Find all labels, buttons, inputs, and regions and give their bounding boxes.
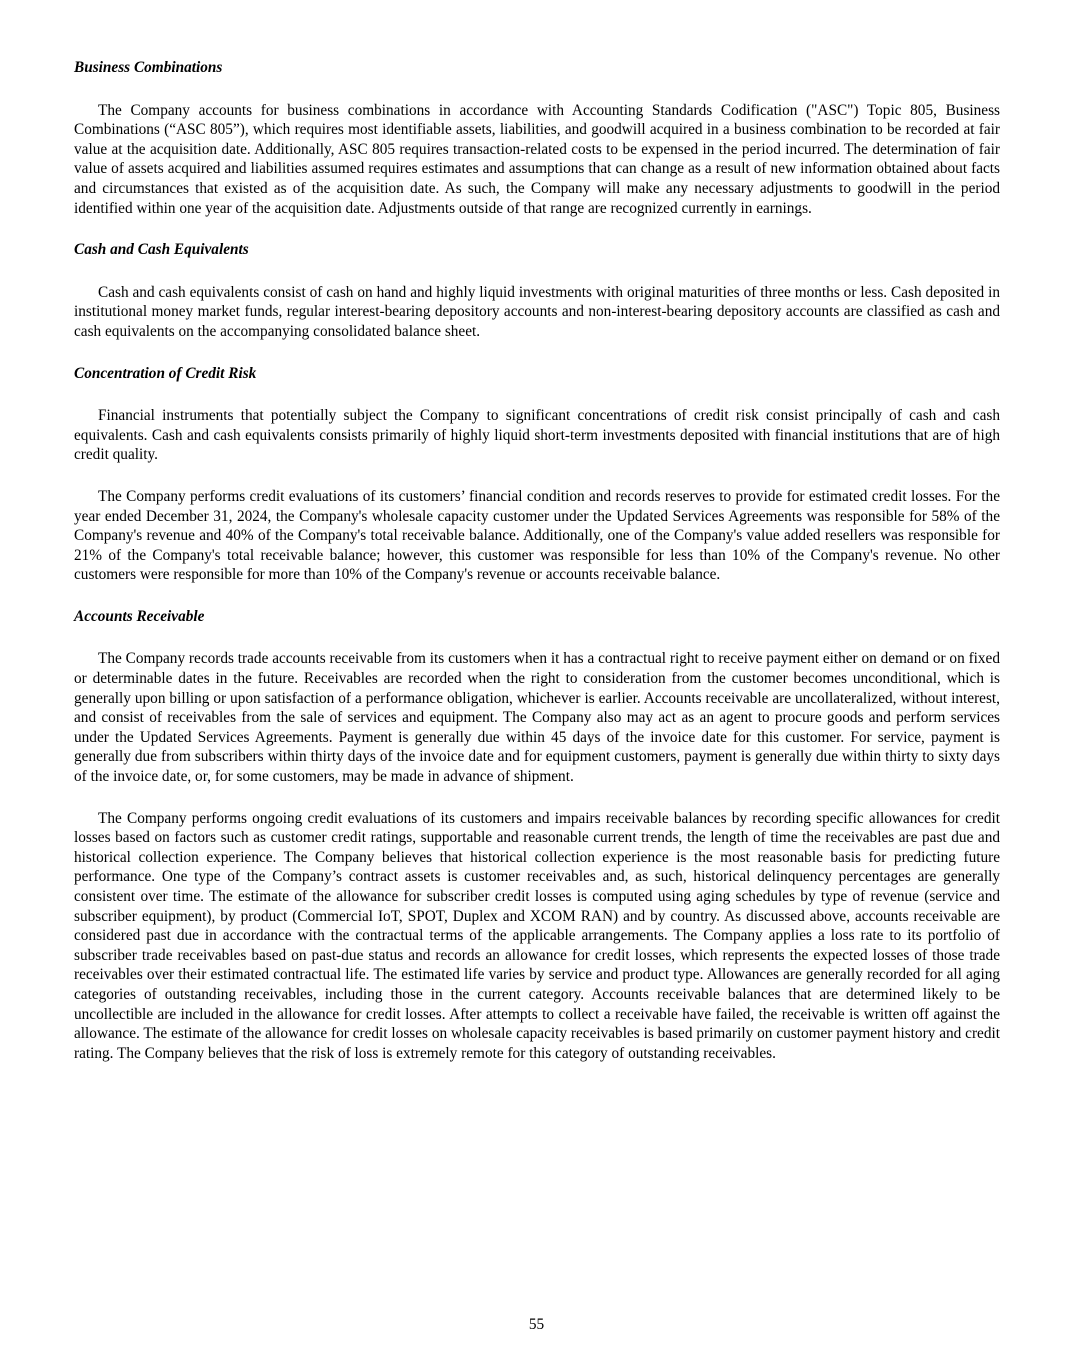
credit-risk-paragraph-2: The Company performs credit evaluations of its customers’ financial condition and records reserves to provide for estimated credit losses. For the year ended December 31, 2024, the Company's wholesale capacity customer under the Updated Services Agreements was responsible for 58% of the Company's revenue and 40% of the Company's total receivable balance. Additionally, one of the Company's value added resellers was responsible for 21% of the Company's total receivable balance; however, this customer was responsible for less than 10% of the Company's revenue. No other customers were responsible for more than 10% of the Company's revenue or accounts receivable balance. (74, 487, 1000, 584)
section-heading-accounts-receivable: Accounts Receivable (74, 607, 205, 625)
credit-risk-paragraph-1: Financial instruments that potentially subject the Company to significant concentrations of credit risk consist principally of cash and cash equivalents. Cash and cash equivalents consists primarily of highly liquid short-term investments deposited with financial institutions that are of high credit quality. (74, 407, 1000, 464)
section-heading-business-combinations: Business Combinations (74, 59, 223, 76)
section-heading-credit-risk: Concentration of Credit Risk (74, 364, 257, 382)
page-number: 55 (528, 1316, 545, 1333)
section-heading-cash-equivalents: Cash and Cash Equivalents (74, 241, 249, 259)
document-page (74, 58, 1000, 1063)
business-combinations-paragraph: The Company accounts for business combinations in accordance with Accounting Standards Codification ("ASC") Topic 805, Business Combinations (“ASC 805”), which requires most identifiable assets, liabilities, and goodwill acquired in a business combination to be recorded at fair value at the acquisition date. Additionally, ASC 805 requires transaction-related costs to be expensed in the period incurred. The determination of fair value of assets acquired and liabilities assumed requires estimates and assumptions that can change as a result of new information obtained about facts and circumstances that existed as of the acquisition date. As such, the Company will make any necessary adjustments to goodwill in the period identified within one year of the acquisition date. Adjustments outside of that range are recognized currently in earnings. (74, 101, 1000, 217)
cash-equivalents-paragraph: Cash and cash equivalents consist of cash on hand and highly liquid investments with original maturities of three months or less. Cash deposited in institutional money market funds, regular interest-bearing depository accounts and non-interest-bearing depository accounts are classified as cash and cash equivalents on the accompanying consolidated balance sheet. (74, 283, 1000, 340)
accounts-receivable-paragraph-1: The Company records trade accounts receivable from its customers when it has a contractual right to receive payment either on demand or on fixed or determinable dates in the future. Receivables are recorded when the right to consideration from the customer becomes unconditional, which is generally upon billing or upon satisfaction of a performance obligation, whichever is earlier. Accounts receivable are uncollateralized, without interest, and consist of receivables from the sale of services and equipment. The Company also may act as an agent to procure goods and perform services under the Updated Services Agreements. Payment is generally due within 45 days of the invoice date for this customer. For service, payment is generally due from subscribers within thirty days of the invoice date and for equipment customers, payment is generally due within thirty to sixty days of the invoice date, or, for some customers, may be made in advance of shipment. (74, 650, 1000, 786)
accounts-receivable-paragraph-2: The Company performs ongoing credit evaluations of its customers and impairs receivable balances by recording specific allowances for credit losses based on factors such as customer credit ratings, supportable and reasonable current trends, the length of time the receivables are past due and historical collection experience. The Company believes that historical collection experience is the most reasonable basis for predicting future performance. One type of the Company’s contract assets is customer receivables and, as such, historical delinquency percentages are generally consistent over time. The estimate of the allowance for subscriber credit losses is computed using aging schedules by type of revenue (service and subscriber equipment), by product (Commercial IoT, SPOT, Duplex and XCOM RAN) and by country. As discussed above, accounts receivable are considered past due in accordance with the contractual terms of the applicable arrangements. The Company applies a loss rate to its portfolio of subscriber trade receivables based on past-due status and records an allowance for credit losses, which represents the expected losses of those trade receivables over their estimated contractual life. The estimated life varies by service and product type. Allowances are generally recorded for all aging categories of outstanding receivables, including those in the current category. Accounts receivable balances that are determined likely to be uncollectible are included in the allowance for credit losses. After attempts to collect a receivable have failed, the receivable is written off against the allowance. The estimate of the allowance for credit losses on wholesale capacity receivables is based primarily on customer payment history and credit rating. The Company believes that the risk of loss is extremely remote for this category of outstanding receivables. (74, 809, 1000, 1062)
